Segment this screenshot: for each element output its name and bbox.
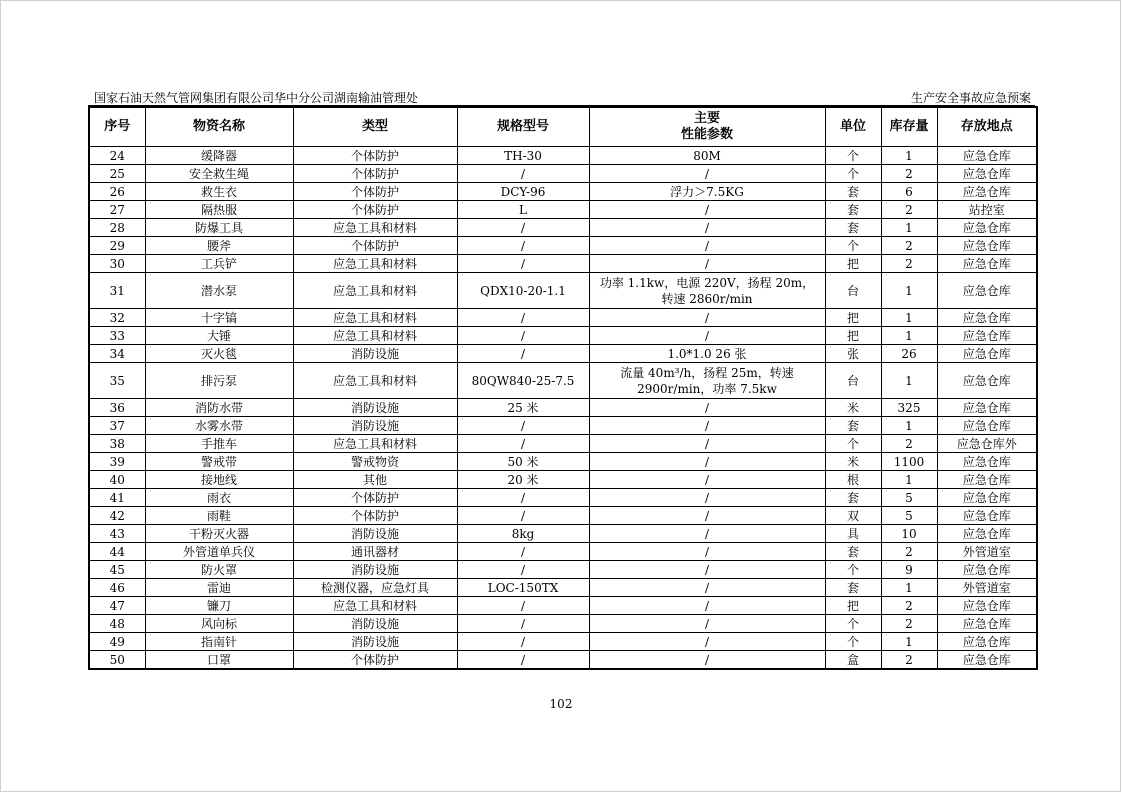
cell-name: 镰刀 <box>145 597 293 615</box>
cell-perf <box>589 219 825 237</box>
cell-location: 应急仓库 <box>937 651 1037 670</box>
cell-location: 应急仓库 <box>937 309 1037 327</box>
cell-model: 50 米 <box>457 453 589 471</box>
cell-model: / <box>457 237 589 255</box>
cell-unit: 把 <box>825 327 881 345</box>
cell-model: / <box>457 219 589 237</box>
col-header-no: 序号 <box>89 107 145 147</box>
cell-no: 46 <box>89 579 145 597</box>
cell-perf-line1: / <box>704 508 710 523</box>
cell-perf-line1: / <box>704 166 710 181</box>
cell-location: 外管道室 <box>937 579 1037 597</box>
cell-location: 应急仓库 <box>937 453 1037 471</box>
cell-no: 26 <box>89 183 145 201</box>
cell-name: 安全救生绳 <box>145 165 293 183</box>
cell-unit: 个 <box>825 147 881 165</box>
inventory-table <box>88 106 1038 670</box>
cell-qty: 2 <box>881 165 937 183</box>
cell-no: 39 <box>89 453 145 471</box>
cell-location: 应急仓库 <box>937 183 1037 201</box>
cell-name: 雨衣 <box>145 489 293 507</box>
cell-type: 个体防护 <box>293 507 457 525</box>
cell-type: 警戒物资 <box>293 453 457 471</box>
cell-perf-line1: / <box>704 598 710 613</box>
cell-unit: 套 <box>825 417 881 435</box>
cell-type: 消防设施 <box>293 633 457 651</box>
cell-perf <box>589 453 825 471</box>
cell-perf-line1: / <box>704 454 710 469</box>
cell-location: 应急仓库 <box>937 219 1037 237</box>
cell-unit: 套 <box>825 489 881 507</box>
cell-unit: 个 <box>825 561 881 579</box>
cell-perf-line1: 80M <box>693 148 721 163</box>
cell-no: 50 <box>89 651 145 670</box>
col-header-location: 存放地点 <box>937 107 1037 147</box>
cell-perf-line1: / <box>704 202 710 217</box>
cell-type: 应急工具和材料 <box>293 363 457 399</box>
cell-no: 24 <box>89 147 145 165</box>
cell-model: 20 米 <box>457 471 589 489</box>
cell-type: 消防设施 <box>293 615 457 633</box>
cell-qty: 2 <box>881 201 937 219</box>
cell-perf-line2: 转速 2860r/min <box>661 291 753 306</box>
cell-name: 干粉灭火器 <box>145 525 293 543</box>
cell-perf-line1: / <box>704 310 710 325</box>
table-row <box>89 183 1037 201</box>
cell-unit: 个 <box>825 237 881 255</box>
cell-perf <box>589 201 825 219</box>
cell-name: 灭火毯 <box>145 345 293 363</box>
cell-type: 个体防护 <box>293 237 457 255</box>
cell-location: 应急仓库 <box>937 489 1037 507</box>
cell-perf-line1: / <box>704 472 710 487</box>
cell-type: 个体防护 <box>293 147 457 165</box>
cell-model: / <box>457 417 589 435</box>
cell-perf-line1: / <box>704 526 710 541</box>
cell-no: 45 <box>89 561 145 579</box>
cell-perf <box>589 435 825 453</box>
cell-perf-line1: / <box>704 616 710 631</box>
cell-no: 42 <box>89 507 145 525</box>
cell-perf-line1: / <box>704 238 710 253</box>
cell-perf-line2: 2900r/min，功率 7.5kw <box>637 381 777 396</box>
cell-perf <box>589 399 825 417</box>
table-row <box>89 489 1037 507</box>
cell-unit: 个 <box>825 633 881 651</box>
cell-no: 38 <box>89 435 145 453</box>
cell-location: 外管道室 <box>937 543 1037 561</box>
cell-qty: 5 <box>881 489 937 507</box>
cell-unit: 台 <box>825 363 881 399</box>
cell-location: 应急仓库 <box>937 615 1037 633</box>
col-header-model: 规格型号 <box>457 107 589 147</box>
cell-qty: 10 <box>881 525 937 543</box>
cell-name: 防火罩 <box>145 561 293 579</box>
cell-perf <box>589 309 825 327</box>
cell-qty: 2 <box>881 255 937 273</box>
table-row <box>89 273 1037 309</box>
cell-unit: 台 <box>825 273 881 309</box>
cell-perf-line1: / <box>704 328 710 343</box>
cell-name: 手推车 <box>145 435 293 453</box>
cell-perf <box>589 345 825 363</box>
cell-location: 应急仓库 <box>937 363 1037 399</box>
cell-perf-line1: / <box>704 220 710 235</box>
cell-model: TH-30 <box>457 147 589 165</box>
cell-location: 应急仓库 <box>937 255 1037 273</box>
cell-no: 48 <box>89 615 145 633</box>
cell-type: 消防设施 <box>293 525 457 543</box>
cell-no: 34 <box>89 345 145 363</box>
cell-model: / <box>457 633 589 651</box>
cell-type: 应急工具和材料 <box>293 255 457 273</box>
cell-no: 27 <box>89 201 145 219</box>
cell-location: 应急仓库 <box>937 597 1037 615</box>
cell-model: / <box>457 327 589 345</box>
cell-qty: 1 <box>881 417 937 435</box>
cell-location: 应急仓库 <box>937 399 1037 417</box>
cell-perf-line1: / <box>704 400 710 415</box>
cell-unit: 把 <box>825 309 881 327</box>
cell-unit: 个 <box>825 615 881 633</box>
cell-qty: 5 <box>881 507 937 525</box>
table-row <box>89 327 1037 345</box>
cell-location: 应急仓库 <box>937 525 1037 543</box>
cell-unit: 套 <box>825 201 881 219</box>
cell-name: 腰斧 <box>145 237 293 255</box>
col-header-name: 物资名称 <box>145 107 293 147</box>
cell-type: 个体防护 <box>293 651 457 670</box>
cell-no: 28 <box>89 219 145 237</box>
table-row <box>89 507 1037 525</box>
cell-qty: 2 <box>881 597 937 615</box>
cell-unit: 个 <box>825 435 881 453</box>
cell-location: 应急仓库 <box>937 165 1037 183</box>
cell-no: 37 <box>89 417 145 435</box>
cell-location: 应急仓库外 <box>937 435 1037 453</box>
cell-qty: 26 <box>881 345 937 363</box>
cell-unit: 套 <box>825 543 881 561</box>
cell-qty: 2 <box>881 543 937 561</box>
cell-unit: 把 <box>825 255 881 273</box>
cell-qty: 1 <box>881 471 937 489</box>
cell-type: 个体防护 <box>293 201 457 219</box>
table-row <box>89 201 1037 219</box>
cell-unit: 具 <box>825 525 881 543</box>
cell-perf <box>589 471 825 489</box>
table-row <box>89 417 1037 435</box>
cell-perf-line1: / <box>704 490 710 505</box>
cell-model: / <box>457 435 589 453</box>
table-row <box>89 165 1037 183</box>
cell-name: 指南针 <box>145 633 293 651</box>
cell-model: / <box>457 255 589 273</box>
cell-perf <box>589 579 825 597</box>
cell-perf <box>589 507 825 525</box>
cell-no: 44 <box>89 543 145 561</box>
cell-perf <box>589 651 825 670</box>
cell-no: 32 <box>89 309 145 327</box>
cell-perf <box>589 273 825 309</box>
cell-qty: 1 <box>881 363 937 399</box>
cell-no: 31 <box>89 273 145 309</box>
cell-model: 80QW840-25-7.5 <box>457 363 589 399</box>
table-row <box>89 525 1037 543</box>
cell-perf-line1: / <box>704 634 710 649</box>
cell-no: 36 <box>89 399 145 417</box>
cell-type: 消防设施 <box>293 417 457 435</box>
header-organization: 国家石油天然气管网集团有限公司华中分公司湖南输油管理处 <box>94 91 419 105</box>
cell-name: 大锤 <box>145 327 293 345</box>
table-row <box>89 633 1037 651</box>
cell-location: 应急仓库 <box>937 633 1037 651</box>
cell-perf-line1: / <box>704 652 710 667</box>
cell-unit: 根 <box>825 471 881 489</box>
cell-model: / <box>457 309 589 327</box>
table-row <box>89 597 1037 615</box>
col-header-type: 类型 <box>293 107 457 147</box>
cell-qty: 2 <box>881 435 937 453</box>
cell-perf <box>589 417 825 435</box>
cell-model: 8kg <box>457 525 589 543</box>
cell-perf <box>589 561 825 579</box>
cell-no: 41 <box>89 489 145 507</box>
cell-model: / <box>457 165 589 183</box>
col-header-perf-line2: 性能参数 <box>680 127 733 142</box>
cell-qty: 1 <box>881 147 937 165</box>
cell-qty: 1100 <box>881 453 937 471</box>
cell-model: / <box>457 561 589 579</box>
cell-name: 防爆工具 <box>145 219 293 237</box>
cell-model: / <box>457 345 589 363</box>
cell-perf <box>589 525 825 543</box>
cell-perf <box>589 543 825 561</box>
cell-name: 风向标 <box>145 615 293 633</box>
cell-location: 应急仓库 <box>937 417 1037 435</box>
cell-location: 应急仓库 <box>937 471 1037 489</box>
cell-perf-line1: / <box>704 562 710 577</box>
cell-name: 排污泵 <box>145 363 293 399</box>
cell-qty: 2 <box>881 651 937 670</box>
table-row <box>89 651 1037 670</box>
table-row <box>89 219 1037 237</box>
cell-type: 个体防护 <box>293 489 457 507</box>
cell-perf <box>589 147 825 165</box>
cell-model: 25 米 <box>457 399 589 417</box>
cell-qty: 1 <box>881 219 937 237</box>
cell-type: 个体防护 <box>293 183 457 201</box>
table-row <box>89 309 1037 327</box>
table-row <box>89 363 1037 399</box>
cell-perf <box>589 489 825 507</box>
cell-perf-line1: / <box>704 580 710 595</box>
cell-type: 应急工具和材料 <box>293 327 457 345</box>
cell-name: 水雾水带 <box>145 417 293 435</box>
cell-name: 隔热服 <box>145 201 293 219</box>
cell-qty: 1 <box>881 579 937 597</box>
cell-type: 消防设施 <box>293 345 457 363</box>
cell-model: / <box>457 597 589 615</box>
page-number: 102 <box>549 697 573 711</box>
cell-model: DCY-96 <box>457 183 589 201</box>
cell-name: 缓降器 <box>145 147 293 165</box>
table-row <box>89 471 1037 489</box>
cell-name: 工兵铲 <box>145 255 293 273</box>
cell-qty: 1 <box>881 633 937 651</box>
cell-model: LOC-150TX <box>457 579 589 597</box>
cell-location: 应急仓库 <box>937 345 1037 363</box>
cell-perf-line1: / <box>704 418 710 433</box>
table-row <box>89 543 1037 561</box>
cell-unit: 米 <box>825 453 881 471</box>
table-row <box>89 399 1037 417</box>
cell-type: 应急工具和材料 <box>293 273 457 309</box>
cell-unit: 套 <box>825 219 881 237</box>
cell-qty: 6 <box>881 183 937 201</box>
table-header-row <box>89 107 1037 147</box>
cell-perf <box>589 615 825 633</box>
cell-unit: 米 <box>825 399 881 417</box>
cell-qty: 9 <box>881 561 937 579</box>
cell-perf <box>589 633 825 651</box>
cell-name: 雨鞋 <box>145 507 293 525</box>
cell-perf-line1: / <box>704 436 710 451</box>
table-row <box>89 579 1037 597</box>
cell-name: 潜水泵 <box>145 273 293 309</box>
table-row <box>89 435 1037 453</box>
cell-perf-line1: 功率 1.1kw，电源 220V，扬程 20m， <box>599 275 815 290</box>
table-row <box>89 615 1037 633</box>
cell-unit: 盒 <box>825 651 881 670</box>
cell-perf <box>589 255 825 273</box>
col-header-perf-line1: 主要 <box>693 111 720 126</box>
cell-perf-line1: 流量 40m³/h，扬程 25m，转速 <box>620 365 794 380</box>
col-header-perf <box>589 107 825 147</box>
cell-unit: 套 <box>825 579 881 597</box>
cell-perf <box>589 597 825 615</box>
cell-no: 29 <box>89 237 145 255</box>
cell-location: 站控室 <box>937 201 1037 219</box>
cell-perf <box>589 183 825 201</box>
cell-no: 25 <box>89 165 145 183</box>
cell-no: 30 <box>89 255 145 273</box>
cell-unit: 张 <box>825 345 881 363</box>
cell-model: / <box>457 651 589 670</box>
cell-location: 应急仓库 <box>937 147 1037 165</box>
cell-location: 应急仓库 <box>937 237 1037 255</box>
cell-no: 33 <box>89 327 145 345</box>
cell-name: 接地线 <box>145 471 293 489</box>
cell-unit: 个 <box>825 165 881 183</box>
cell-name: 救生衣 <box>145 183 293 201</box>
cell-type: 消防设施 <box>293 399 457 417</box>
cell-perf <box>589 363 825 399</box>
cell-type: 其他 <box>293 471 457 489</box>
cell-type: 通讯器材 <box>293 543 457 561</box>
cell-perf-line1: 浮力＞7.5KG <box>670 184 744 199</box>
table-row <box>89 147 1037 165</box>
cell-model: / <box>457 489 589 507</box>
cell-type: 应急工具和材料 <box>293 219 457 237</box>
cell-location: 应急仓库 <box>937 507 1037 525</box>
cell-no: 47 <box>89 597 145 615</box>
table-row <box>89 237 1037 255</box>
cell-model: / <box>457 543 589 561</box>
cell-type: 消防设施 <box>293 561 457 579</box>
cell-model: / <box>457 615 589 633</box>
cell-type: 应急工具和材料 <box>293 597 457 615</box>
cell-unit: 套 <box>825 183 881 201</box>
cell-perf <box>589 327 825 345</box>
cell-location: 应急仓库 <box>937 327 1037 345</box>
cell-model: / <box>457 507 589 525</box>
cell-no: 43 <box>89 525 145 543</box>
cell-name: 消防水带 <box>145 399 293 417</box>
col-header-qty: 库存量 <box>881 107 937 147</box>
col-header-unit: 单位 <box>825 107 881 147</box>
cell-location: 应急仓库 <box>937 561 1037 579</box>
cell-no: 40 <box>89 471 145 489</box>
cell-perf <box>589 237 825 255</box>
cell-name: 雷迪 <box>145 579 293 597</box>
cell-qty: 325 <box>881 399 937 417</box>
cell-type: 应急工具和材料 <box>293 309 457 327</box>
table-row <box>89 561 1037 579</box>
cell-perf-line1: / <box>704 544 710 559</box>
cell-name: 外管道单兵仪 <box>145 543 293 561</box>
cell-qty: 2 <box>881 237 937 255</box>
page-header <box>88 87 1035 106</box>
table-row <box>89 255 1037 273</box>
cell-qty: 1 <box>881 309 937 327</box>
cell-qty: 1 <box>881 327 937 345</box>
cell-type: 应急工具和材料 <box>293 435 457 453</box>
cell-perf <box>589 165 825 183</box>
cell-type: 检测仪器，应急灯具 <box>293 579 457 597</box>
cell-name: 十字镐 <box>145 309 293 327</box>
cell-model: L <box>457 201 589 219</box>
table-row <box>89 453 1037 471</box>
cell-no: 35 <box>89 363 145 399</box>
table-row <box>89 345 1037 363</box>
cell-qty: 1 <box>881 273 937 309</box>
cell-type: 个体防护 <box>293 165 457 183</box>
cell-unit: 把 <box>825 597 881 615</box>
cell-no: 49 <box>89 633 145 651</box>
cell-model: QDX10-20-1.1 <box>457 273 589 309</box>
cell-qty: 2 <box>881 615 937 633</box>
cell-perf-line1: 1.0*1.0 26 张 <box>667 346 747 361</box>
cell-perf-line1: / <box>704 256 710 271</box>
header-document-title: 生产安全事故应急预案 <box>910 91 1031 105</box>
cell-unit: 双 <box>825 507 881 525</box>
cell-location: 应急仓库 <box>937 273 1037 309</box>
cell-name: 口罩 <box>145 651 293 670</box>
cell-name: 警戒带 <box>145 453 293 471</box>
